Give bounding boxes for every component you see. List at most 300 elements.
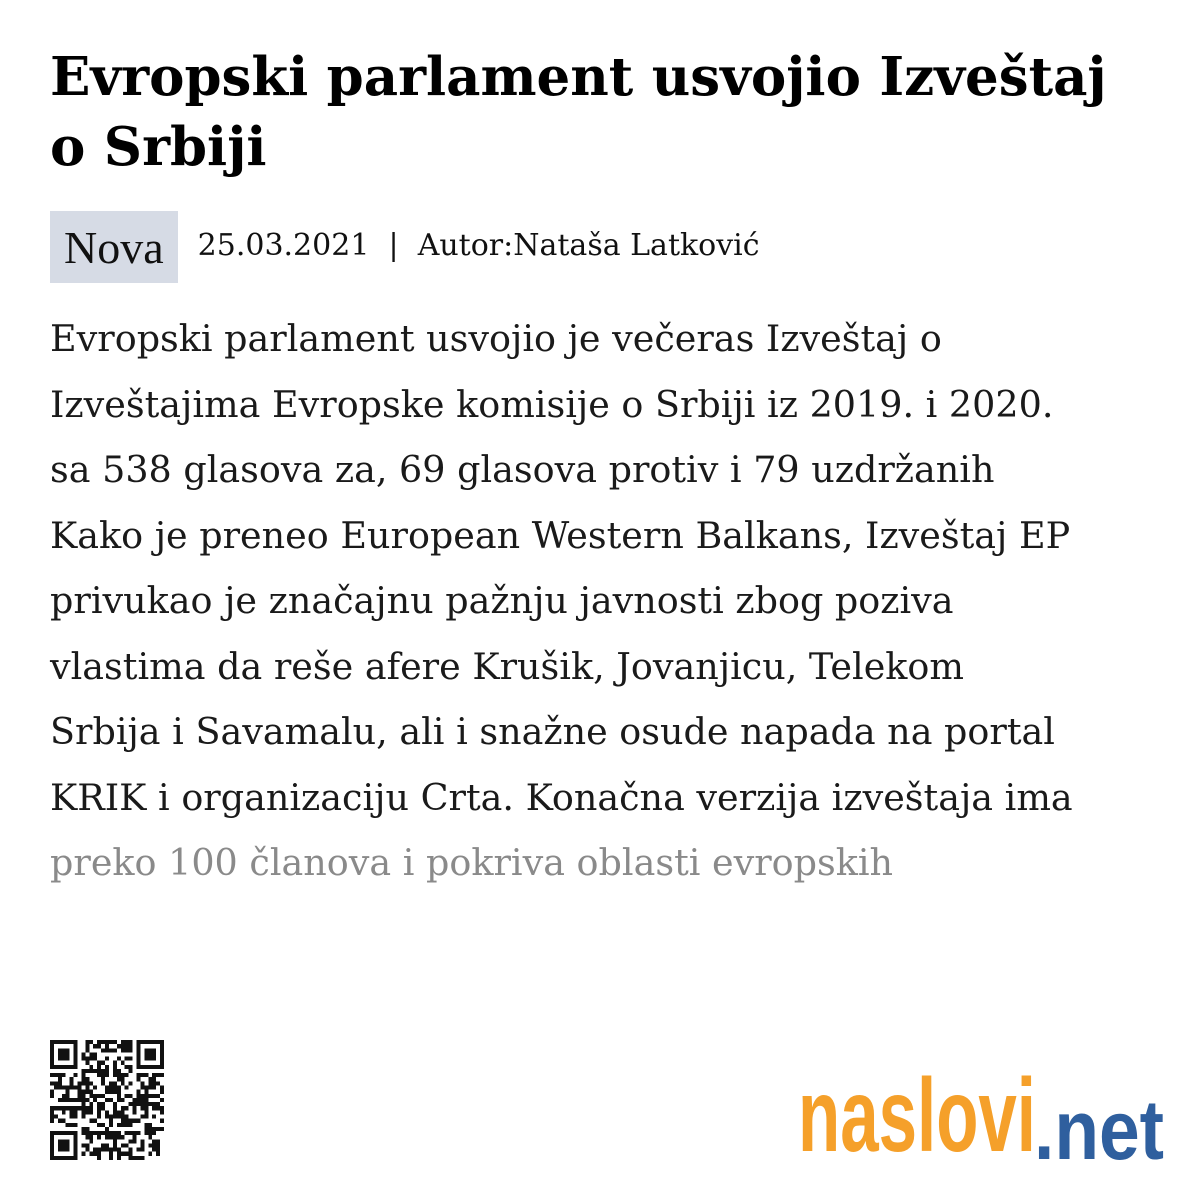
qr-module (129, 1094, 133, 1098)
qr-module (74, 1114, 78, 1118)
qr-module (97, 1061, 101, 1065)
body-line: Izveštajima Evropske komisije o Srbiji iz 2019. i 2020. (50, 382, 1054, 426)
qr-module (117, 1090, 121, 1094)
qr-module (140, 1086, 144, 1090)
qr-module (50, 1106, 54, 1110)
qr-module (152, 1077, 156, 1081)
qr-module (117, 1152, 121, 1156)
qr-module (97, 1131, 101, 1135)
qr-module (85, 1106, 89, 1110)
body-line: KRIK i organizaciju Crta. Konačna verzija izveštaja ima (50, 775, 1073, 819)
qr-module (78, 1086, 82, 1090)
qr-module (50, 1081, 54, 1085)
qr-module (97, 1094, 101, 1098)
qr-module (109, 1090, 113, 1094)
qr-module (136, 1119, 140, 1123)
qr-module (129, 1156, 133, 1160)
qr-module (50, 1110, 54, 1114)
qr-module (97, 1123, 101, 1127)
qr-module (70, 1098, 74, 1102)
qr-module (109, 1040, 113, 1044)
qr-module (160, 1098, 164, 1102)
qr-module (89, 1069, 93, 1073)
qr-module (93, 1094, 97, 1098)
qr-module (101, 1123, 105, 1127)
qr-module (140, 1143, 144, 1147)
qr-module (105, 1131, 109, 1135)
qr-module (156, 1106, 160, 1110)
qr-module (97, 1040, 101, 1044)
qr-module (85, 1040, 89, 1044)
qr-module (121, 1110, 125, 1114)
qr-module (81, 1090, 85, 1094)
qr-module (109, 1081, 113, 1085)
qr-module (117, 1073, 121, 1077)
qr-module (144, 1131, 148, 1135)
qr-module (144, 1127, 148, 1131)
qr-module (113, 1143, 117, 1147)
qr-module (105, 1044, 109, 1048)
qr-module (81, 1069, 85, 1073)
qr-module (70, 1114, 74, 1118)
qr-module (125, 1131, 129, 1135)
qr-module (113, 1102, 117, 1106)
qr-module (152, 1143, 156, 1147)
qr-module (113, 1106, 117, 1110)
qr-module (101, 1040, 105, 1044)
qr-module (109, 1131, 113, 1135)
qr-module (117, 1135, 121, 1139)
qr-module (113, 1110, 117, 1114)
body-line: Evropski parlament usvojio je večeras Izveštaj o (50, 317, 942, 360)
qr-module (156, 1127, 160, 1131)
qr-module (156, 1081, 160, 1085)
qr-module (125, 1119, 129, 1123)
qr-module (50, 1090, 54, 1094)
qr-module (125, 1094, 129, 1098)
qr-module (117, 1077, 121, 1081)
qr-module (81, 1131, 85, 1135)
qr-module (93, 1044, 97, 1048)
qr-module (156, 1102, 160, 1106)
qr-module (109, 1114, 113, 1118)
qr-module (105, 1135, 109, 1139)
qr-module (89, 1131, 93, 1135)
qr-module (156, 1148, 160, 1152)
qr-module (105, 1090, 109, 1094)
qr-module (140, 1114, 144, 1118)
qr-module (81, 1102, 85, 1106)
qr-module (117, 1069, 121, 1073)
qr-module (54, 1081, 58, 1085)
logo-text-naslovi: naslovi (798, 1058, 1036, 1165)
qr-module (113, 1040, 117, 1044)
qr-module (129, 1057, 133, 1061)
qr-module (85, 1069, 89, 1073)
qr-module (148, 1127, 152, 1131)
qr-module (54, 1106, 58, 1110)
qr-module (78, 1090, 82, 1094)
qr-module (117, 1114, 121, 1118)
qr-module (85, 1048, 89, 1052)
qr-module (125, 1057, 129, 1061)
qr-module (97, 1148, 101, 1152)
article-author: Autor:Nataša Latković (417, 228, 760, 263)
qr-module (81, 1114, 85, 1118)
qr-module (66, 1086, 70, 1090)
qr-module (125, 1114, 129, 1118)
qr-module (148, 1143, 152, 1147)
qr-module (133, 1156, 137, 1160)
qr-module (140, 1073, 144, 1077)
qr-module (156, 1152, 160, 1156)
qr-module (85, 1131, 89, 1135)
qr-module (70, 1123, 74, 1127)
qr-module (117, 1148, 121, 1152)
qr-module (81, 1057, 85, 1061)
qr-module (121, 1048, 125, 1052)
qr-module (144, 1086, 148, 1090)
qr-module (117, 1086, 121, 1090)
qr-module (62, 1086, 66, 1090)
article-body (50, 306, 1160, 896)
qr-module (85, 1044, 89, 1048)
qr-module (89, 1081, 93, 1085)
qr-module (113, 1086, 117, 1090)
qr-module (140, 1098, 144, 1102)
qr-module (74, 1073, 78, 1077)
qr-module (148, 1094, 152, 1098)
qr-module (93, 1069, 97, 1073)
qr-module (97, 1156, 101, 1160)
qr-module (85, 1057, 89, 1061)
qr-module (160, 1106, 164, 1110)
qr-module (121, 1119, 125, 1123)
qr-module (62, 1073, 66, 1077)
qr-module (129, 1040, 133, 1044)
qr-module (160, 1110, 164, 1114)
qr-module (148, 1123, 152, 1127)
qr-module (125, 1143, 129, 1147)
qr-module (74, 1086, 78, 1090)
qr-module (50, 1073, 54, 1077)
qr-module (121, 1135, 125, 1139)
qr-module (70, 1086, 74, 1090)
body-line: Kako je preneo European Western Balkans, Izveštaj EP (50, 513, 1071, 557)
qr-module (121, 1114, 125, 1118)
qr-module (105, 1040, 109, 1044)
qr-module (109, 1123, 113, 1127)
qr-module (113, 1065, 117, 1069)
qr-module (152, 1131, 156, 1135)
qr-module (133, 1110, 137, 1114)
qr-module (129, 1123, 133, 1127)
qr-module (121, 1077, 125, 1081)
qr-module (54, 1086, 58, 1090)
qr-module (160, 1090, 164, 1094)
qr-module (113, 1048, 117, 1052)
qr-module (93, 1086, 97, 1090)
qr-module (133, 1106, 137, 1110)
qr-module (129, 1102, 133, 1106)
qr-module (101, 1061, 105, 1065)
qr-module (85, 1086, 89, 1090)
qr-module (133, 1119, 137, 1123)
qr-module (97, 1106, 101, 1110)
qr-module (117, 1094, 121, 1098)
qr-module (109, 1152, 113, 1156)
qr-module (117, 1123, 121, 1127)
qr-module (109, 1098, 113, 1102)
qr-module (93, 1148, 97, 1152)
qr-module (121, 1061, 125, 1065)
qr-module (101, 1102, 105, 1106)
qr-module (89, 1065, 93, 1069)
body-line: privukao je značajnu pažnju javnosti zbog poziva (50, 579, 954, 622)
qr-module (144, 1090, 148, 1094)
qr-code-icon[interactable] (50, 1040, 164, 1160)
qr-module (144, 1094, 148, 1098)
qr-module (152, 1106, 156, 1110)
qr-module (121, 1044, 125, 1048)
qr-module (81, 1143, 85, 1147)
qr-module (117, 1098, 121, 1102)
qr-module (89, 1152, 93, 1156)
qr-module (136, 1090, 140, 1094)
qr-module (152, 1127, 156, 1131)
naslovi-net-logo[interactable] (798, 1055, 1166, 1165)
qr-module (136, 1102, 140, 1106)
qr-module (105, 1148, 109, 1152)
qr-module (144, 1106, 148, 1110)
qr-module (74, 1123, 78, 1127)
qr-module (66, 1106, 70, 1110)
qr-module (78, 1106, 82, 1110)
qr-module (136, 1077, 140, 1081)
qr-module (144, 1073, 148, 1077)
qr-module (97, 1065, 101, 1069)
qr-module (144, 1098, 148, 1102)
qr-module (62, 1094, 66, 1098)
qr-module (89, 1057, 93, 1061)
qr-module (70, 1110, 74, 1114)
qr-module (117, 1110, 121, 1114)
qr-module (70, 1106, 74, 1110)
qr-module (85, 1135, 89, 1139)
qr-module (156, 1139, 160, 1143)
qr-module (58, 1106, 62, 1110)
source-badge[interactable]: Nova (50, 211, 178, 283)
qr-module (105, 1098, 109, 1102)
qr-module (97, 1073, 101, 1077)
qr-module (58, 1098, 62, 1102)
qr-module (62, 1110, 66, 1114)
qr-module (129, 1119, 133, 1123)
qr-module (121, 1123, 125, 1127)
qr-module (89, 1106, 93, 1110)
body-line-faded: preko 100 članova i pokriva oblasti evropskih (50, 841, 894, 884)
qr-module (113, 1139, 117, 1143)
qr-module (148, 1135, 152, 1139)
qr-module (97, 1102, 101, 1106)
qr-module (85, 1127, 89, 1131)
qr-module (101, 1106, 105, 1110)
qr-module (93, 1098, 97, 1102)
qr-module (133, 1135, 137, 1139)
qr-module (89, 1110, 93, 1114)
qr-module (125, 1073, 129, 1077)
qr-module (101, 1048, 105, 1052)
qr-module (74, 1098, 78, 1102)
qr-module (152, 1086, 156, 1090)
qr-module (58, 1119, 62, 1123)
qr-module (93, 1057, 97, 1061)
qr-module (105, 1110, 109, 1114)
qr-module (140, 1139, 144, 1143)
qr-module (50, 1119, 54, 1123)
qr-module (89, 1135, 93, 1139)
qr-module (89, 1102, 93, 1106)
qr-module (113, 1148, 117, 1152)
qr-module (160, 1119, 164, 1123)
qr-module (105, 1065, 109, 1069)
qr-module (50, 1094, 54, 1098)
qr-module (58, 1073, 62, 1077)
qr-module (133, 1139, 137, 1143)
qr-module (66, 1090, 70, 1094)
qr-module (93, 1152, 97, 1156)
qr-module (74, 1106, 78, 1110)
qr-module (144, 1110, 148, 1114)
qr-module (160, 1086, 164, 1090)
qr-module (136, 1131, 140, 1135)
qr-module (125, 1123, 129, 1127)
qr-module (129, 1148, 133, 1152)
qr-module (105, 1048, 109, 1052)
qr-module (152, 1102, 156, 1106)
qr-module (62, 1106, 66, 1110)
qr-module (78, 1081, 82, 1085)
body-line: Srbija i Savamalu, ali i snažne osude napada na portal (50, 710, 1055, 753)
qr-module (113, 1131, 117, 1135)
qr-module (152, 1114, 156, 1118)
qr-module (148, 1077, 152, 1081)
qr-module (152, 1073, 156, 1077)
qr-module (140, 1156, 144, 1160)
qr-module (70, 1077, 74, 1081)
qr-module (121, 1040, 125, 1044)
qr-module (121, 1081, 125, 1085)
qr-module (81, 1094, 85, 1098)
qr-module (66, 1123, 70, 1127)
qr-module (105, 1143, 109, 1147)
qr-module (152, 1094, 156, 1098)
qr-module (136, 1156, 140, 1160)
qr-module (129, 1048, 133, 1052)
qr-module (105, 1069, 109, 1073)
qr-module (62, 1119, 66, 1123)
qr-module (117, 1131, 121, 1135)
qr-module (109, 1156, 113, 1160)
qr-module (97, 1152, 101, 1156)
qr-module (160, 1073, 164, 1077)
qr-module (144, 1102, 148, 1106)
qr-module (125, 1048, 129, 1052)
qr-module (117, 1057, 121, 1061)
qr-module (58, 1086, 62, 1090)
qr-module (89, 1052, 93, 1056)
qr-module (101, 1131, 105, 1135)
qr-module (101, 1094, 105, 1098)
qr-module (109, 1119, 113, 1123)
qr-module (152, 1148, 156, 1152)
qr-module (113, 1135, 117, 1139)
qr-module (105, 1086, 109, 1090)
qr-module (89, 1139, 93, 1143)
qr-module (101, 1073, 105, 1077)
qr-module (89, 1119, 93, 1123)
article-meta (50, 211, 760, 283)
qr-module (148, 1131, 152, 1135)
qr-module (81, 1127, 85, 1131)
qr-module (81, 1077, 85, 1081)
qr-module (113, 1069, 117, 1073)
qr-module (148, 1086, 152, 1090)
qr-module (140, 1106, 144, 1110)
body-line: vlastima da reše afere Krušik, Jovanjicu, Telekom (50, 644, 965, 688)
qr-module (85, 1081, 89, 1085)
qr-module (78, 1094, 82, 1098)
qr-module (109, 1148, 113, 1152)
qr-module (136, 1073, 140, 1077)
qr-module (144, 1114, 148, 1118)
qr-module (50, 1114, 54, 1118)
qr-module (140, 1094, 144, 1098)
qr-module (85, 1098, 89, 1102)
qr-module (105, 1057, 109, 1061)
qr-module (101, 1069, 105, 1073)
qr-module (152, 1081, 156, 1085)
qr-module (81, 1081, 85, 1085)
qr-module (109, 1048, 113, 1052)
qr-module (121, 1143, 125, 1147)
qr-module (89, 1040, 93, 1044)
qr-module (85, 1143, 89, 1147)
qr-module (136, 1098, 140, 1102)
qr-module (125, 1065, 129, 1069)
qr-module (129, 1065, 133, 1069)
qr-module (117, 1156, 121, 1160)
qr-module (70, 1081, 74, 1085)
qr-module (121, 1098, 125, 1102)
qr-module (140, 1081, 144, 1085)
qr-module (62, 1098, 66, 1102)
qr-module (81, 1052, 85, 1056)
qr-module (113, 1114, 117, 1118)
qr-module (121, 1106, 125, 1110)
qr-module (66, 1094, 70, 1098)
qr-module (97, 1044, 101, 1048)
qr-module (101, 1077, 105, 1081)
qr-module (117, 1044, 121, 1048)
qr-module (133, 1098, 137, 1102)
qr-module (58, 1081, 62, 1085)
meta-separator: | (388, 228, 399, 263)
qr-module (156, 1143, 160, 1147)
qr-module (93, 1052, 97, 1056)
qr-module (97, 1114, 101, 1118)
qr-module (93, 1119, 97, 1123)
